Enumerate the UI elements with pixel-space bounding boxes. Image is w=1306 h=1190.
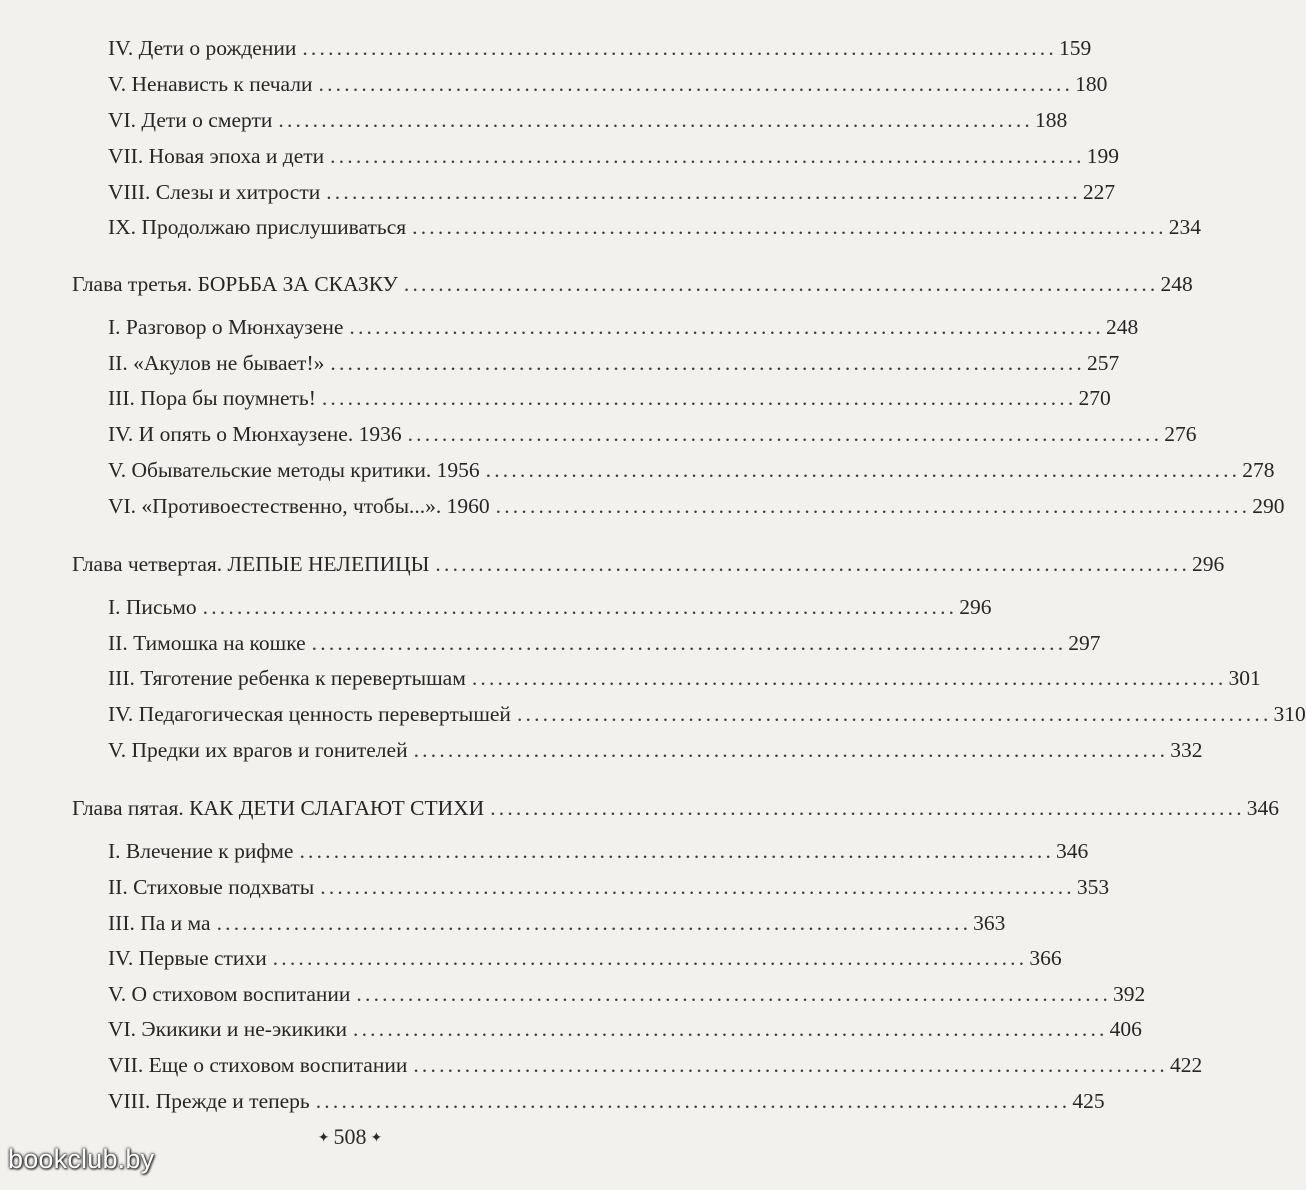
toc-chapter xyxy=(72,795,1280,821)
entry-title: II. «Акулов не бывает!» xyxy=(108,351,325,375)
leader-dots: ........................................................................................ xyxy=(435,552,1191,576)
entry-page: 346 xyxy=(1246,796,1280,820)
toc-entry xyxy=(108,737,1203,763)
toc-entry xyxy=(108,874,1110,900)
entry-title: I. Письмо xyxy=(108,595,197,619)
page-number: 508 xyxy=(333,1124,367,1149)
entry-title: V. Предки их врагов и гонителей xyxy=(108,738,408,762)
entry-page: 199 xyxy=(1086,144,1120,168)
entry-page: 159 xyxy=(1058,36,1092,60)
entry-page: 227 xyxy=(1082,180,1116,204)
entry-title: VI. «Противоестественно, чтобы...». 1960 xyxy=(108,494,490,518)
chapter-title: Глава третья. БОРЬБА ЗА СКАЗКУ xyxy=(72,272,398,296)
toc-entry xyxy=(108,350,1120,376)
entry-title: IV. И опять о Мюнхаузене. 1936 xyxy=(108,422,402,446)
chapter-title: Глава пятая. КАК ДЕТИ СЛАГАЮТ СТИХИ xyxy=(72,796,485,820)
toc-entry xyxy=(108,1088,1105,1114)
toc-chapter xyxy=(72,551,1225,577)
leader-dots: ........................................................................................ xyxy=(356,982,1112,1006)
leader-dots: ........................................................................................ xyxy=(471,666,1227,690)
entry-title: V. Обывательские методы критики. 1956 xyxy=(108,458,480,482)
entry-title: III. Па и ма xyxy=(108,911,211,935)
leader-dots: ........................................................................................ xyxy=(326,180,1081,204)
toc-entry xyxy=(108,493,1285,519)
entry-page: 234 xyxy=(1168,215,1202,239)
toc-entry xyxy=(108,35,1092,61)
watermark: bookclub.by xyxy=(8,1144,155,1174)
entry-title: I. Влечение к рифме xyxy=(108,839,294,863)
toc-entry xyxy=(108,71,1108,97)
toc-entry xyxy=(108,179,1116,205)
leader-dots: ........................................................................................ xyxy=(318,72,1074,96)
toc-entry xyxy=(108,665,1261,691)
leader-dots: ........................................................................................ xyxy=(320,875,1075,899)
entry-page: 290 xyxy=(1252,494,1285,518)
toc-entry xyxy=(108,314,1139,340)
entry-title: IV. Первые стихи xyxy=(108,946,267,970)
leader-dots: ........................................................................................ xyxy=(302,36,1057,60)
toc-entry xyxy=(108,838,1089,864)
leader-dots: ........................................................................................ xyxy=(407,422,1163,446)
toc-entry xyxy=(108,143,1120,169)
toc-entry xyxy=(108,594,992,620)
entry-page: 297 xyxy=(1068,631,1101,655)
entry-title: II. Тимошка на кошке xyxy=(108,631,306,655)
entry-page: 188 xyxy=(1034,108,1068,132)
leader-dots: ........................................................................................ xyxy=(485,458,1241,482)
toc-entry xyxy=(108,910,1006,936)
leader-dots: ........................................................................................ xyxy=(272,946,1028,970)
leader-dots: ........................................................................................ xyxy=(412,215,1167,239)
entry-title: VI. Дети о смерти xyxy=(108,108,273,132)
leader-dots: ........................................................................................ xyxy=(413,1053,1168,1077)
toc-entry xyxy=(108,385,1111,411)
chapter-title: Глава четвертая. ЛЕПЫЕ НЕЛЕПИЦЫ xyxy=(72,552,430,576)
entry-page: 301 xyxy=(1228,666,1261,690)
leader-dots: ........................................................................................ xyxy=(216,911,972,935)
entry-title: VIII. Слезы и хитрости xyxy=(108,180,321,204)
leader-dots: ........................................................................................ xyxy=(495,494,1251,518)
entry-page: 422 xyxy=(1169,1053,1203,1077)
leader-dots: ........................................................................................ xyxy=(315,1089,1071,1113)
toc-entry xyxy=(108,107,1068,133)
entry-title: VIII. Прежде и теперь xyxy=(108,1089,310,1113)
entry-title: I. Разговор о Мюнхаузене xyxy=(108,315,344,339)
leader-dots: ........................................................................................ xyxy=(278,108,1033,132)
leader-dots: ........................................................................................ xyxy=(403,272,1159,296)
entry-page: 296 xyxy=(1192,552,1225,576)
entry-page: 346 xyxy=(1056,839,1089,863)
ornament-star-icon: ✦ xyxy=(317,1131,330,1146)
toc-chapter xyxy=(72,271,1193,297)
leader-dots: ........................................................................................ xyxy=(349,315,1104,339)
entry-page: 310 xyxy=(1273,702,1306,726)
leader-dots: ........................................................................................ xyxy=(490,796,1245,820)
entry-page: 296 xyxy=(959,595,992,619)
entry-page: 406 xyxy=(1109,1017,1142,1041)
entry-title: III. Пора бы поумнеть! xyxy=(108,386,316,410)
leader-dots: ........................................................................................ xyxy=(299,839,1055,863)
toc-entry xyxy=(108,1016,1142,1042)
ornament-star-icon: ✦ xyxy=(370,1131,383,1146)
entry-page: 278 xyxy=(1242,458,1275,482)
toc-entry xyxy=(108,945,1062,971)
entry-title: IX. Продолжаю прислушиваться xyxy=(108,215,407,239)
entry-title: VII. Еще о стиховом воспитании xyxy=(108,1053,408,1077)
entry-title: III. Тяготение ребенка к перевертышам xyxy=(108,666,466,690)
toc-entry xyxy=(108,1052,1203,1078)
entry-title: II. Стиховые подхваты xyxy=(108,875,315,899)
entry-page: 425 xyxy=(1072,1089,1105,1113)
entry-title: IV. Педагогическая ценность перевертышей xyxy=(108,702,511,726)
entry-page: 257 xyxy=(1086,351,1120,375)
entry-title: VI. Экикики и не-экикики xyxy=(108,1017,348,1041)
leader-dots: ........................................................................................ xyxy=(330,144,1085,168)
entry-page: 392 xyxy=(1113,982,1146,1006)
leader-dots: ........................................................................................ xyxy=(330,351,1085,375)
entry-page: 276 xyxy=(1164,422,1197,446)
entry-title: V. О стиховом воспитании xyxy=(108,982,351,1006)
entry-page: 366 xyxy=(1029,946,1062,970)
toc-entry xyxy=(108,630,1101,656)
toc-entry xyxy=(108,214,1202,240)
leader-dots: ........................................................................................ xyxy=(516,702,1272,726)
leader-dots: ........................................................................................ xyxy=(311,631,1067,655)
entry-page: 332 xyxy=(1170,738,1203,762)
entry-page: 363 xyxy=(973,911,1006,935)
entry-page: 270 xyxy=(1078,386,1111,410)
entry-title: VII. Новая эпоха и дети xyxy=(108,144,325,168)
entry-page: 353 xyxy=(1076,875,1110,899)
entry-title: V. Ненависть к печали xyxy=(108,72,313,96)
toc-entry xyxy=(108,981,1146,1007)
entry-page: 248 xyxy=(1106,315,1139,339)
entry-page: 180 xyxy=(1075,72,1108,96)
leader-dots: ........................................................................................ xyxy=(321,386,1077,410)
toc-entry xyxy=(108,701,1306,727)
leader-dots: ........................................................................................ xyxy=(353,1017,1108,1041)
toc-entry xyxy=(108,421,1197,447)
toc-entry xyxy=(108,457,1275,483)
entry-title: IV. Дети о рождении xyxy=(108,36,297,60)
leader-dots: ........................................................................................ xyxy=(202,595,958,619)
leader-dots: ........................................................................................ xyxy=(413,738,1169,762)
entry-page: 248 xyxy=(1160,272,1193,296)
